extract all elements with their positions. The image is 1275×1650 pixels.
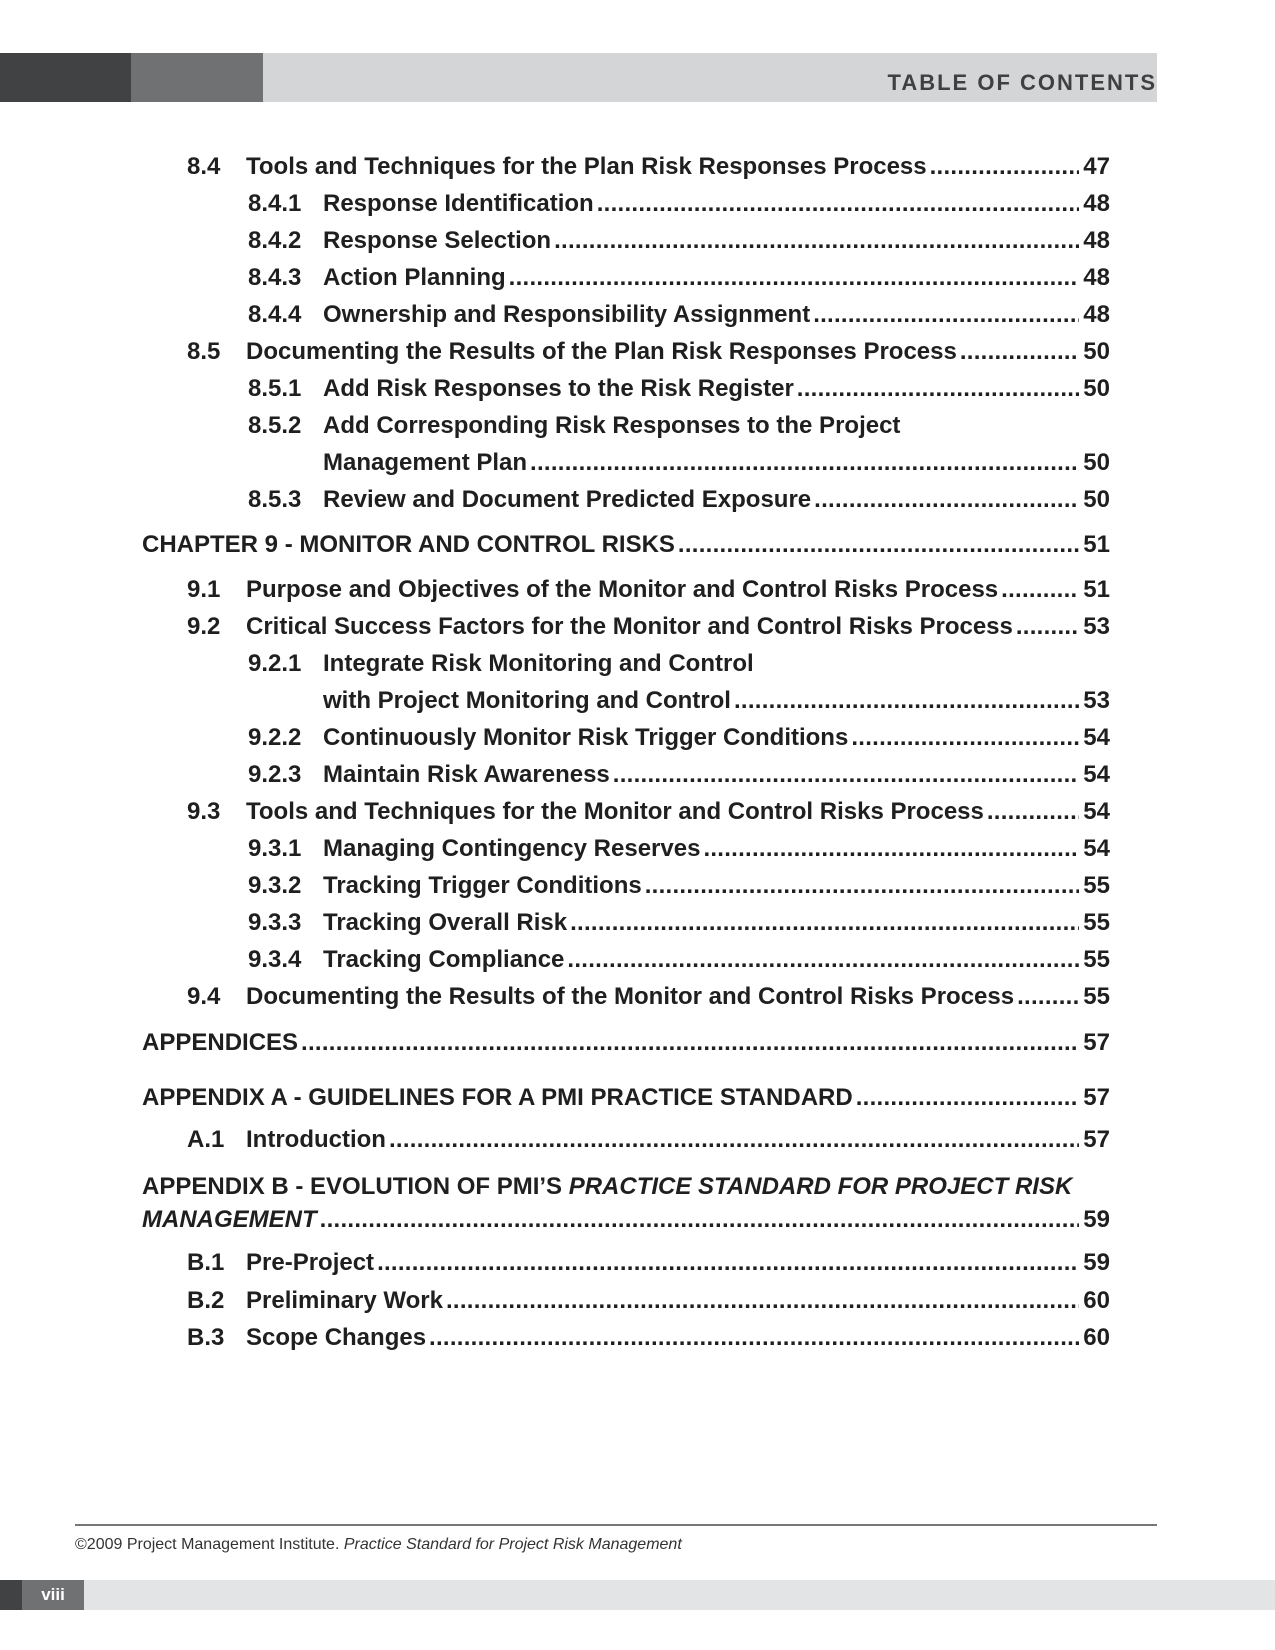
footer-copyright-text: ©2009 Project Management Institute. [75,1536,344,1553]
toc-leader-dots [613,760,1080,790]
toc-chapter-title: CHAPTER 9 - MONITOR AND CONTROL RISKS [142,531,675,558]
toc-leader-dots [678,530,1079,560]
toc-entry-number: 8.5 [187,338,221,365]
toc-entry[interactable] [0,834,1110,864]
toc-leader-dots [554,226,1079,256]
toc-entry-page: 48 [1083,301,1110,328]
toc-leader-dots [813,300,1079,330]
footer-dark-block [0,1580,22,1610]
toc-entry-title: Pre-Project [246,1249,375,1276]
toc-entry-page: 48 [1083,227,1110,254]
toc-entry-number: 9.3.3 [248,909,302,936]
toc-leader-dots [856,1083,1080,1113]
toc-entry[interactable] [0,1286,1110,1316]
toc-entry-page: 60 [1083,1324,1110,1351]
toc-entry-title: Review and Document Predicted Exposure [323,486,812,513]
toc-leader-dots [530,448,1079,478]
toc-entry[interactable] [0,982,1110,1012]
toc-entry-title-line1: Add Corresponding Risk Responses to the Project [323,412,901,439]
toc-chapter-title: APPENDICES [142,1029,299,1056]
running-header-title: TABLE OF CONTENTS [887,70,1157,95]
toc-entry-number: 9.2.2 [248,724,302,751]
toc-entry-number: 8.4.2 [248,227,302,254]
toc-entry-page: 54 [1083,724,1110,751]
toc-entry[interactable] [0,300,1110,330]
toc-entry-page: 55 [1083,872,1110,899]
toc-entry-title: Response Selection [323,227,552,254]
page-number: viii [22,1580,84,1610]
toc-chapter-title: MANAGEMENT [142,1206,317,1233]
toc-entry-number: 9.3.1 [248,835,302,862]
toc-chapter-entry[interactable] [0,530,1110,560]
toc-entry[interactable] [0,871,1110,901]
toc-entry-page: 51 [1083,531,1110,558]
toc-entry-page: 57 [1083,1084,1110,1111]
header-mid-block [131,53,263,102]
toc-leader-dots [429,1323,1079,1353]
toc-entry-title: Scope Changes [246,1324,427,1351]
toc-entry[interactable] [0,226,1110,256]
footer-rule [75,1524,1157,1526]
toc-leader-dots [814,485,1079,515]
toc-entry-title: Tracking Compliance [323,946,565,973]
header-dark-block [0,53,131,102]
toc-leader-dots [1001,575,1079,605]
toc-entry-number: 8.5.2 [248,412,302,439]
toc-entry-number: B.1 [187,1249,225,1276]
toc-entry-number: 9.1 [187,576,221,603]
toc-entry-number: 9.3.4 [248,946,302,973]
toc-entry-number: 9.3 [187,798,221,825]
toc-entry-page: 48 [1083,190,1110,217]
toc-entry-number: 9.2.1 [248,650,302,677]
toc-leader-dots [930,152,1080,182]
toc-entry-page: 55 [1083,909,1110,936]
toc-leader-dots [389,1125,1079,1155]
toc-entry[interactable] [0,1323,1110,1353]
toc-entry[interactable] [0,575,1110,605]
toc-entry-number: 8.5.3 [248,486,302,513]
toc-entry-number: 8.4 [187,153,221,180]
toc-entry[interactable] [0,760,1110,790]
toc-leader-dots [377,1248,1079,1278]
toc-leader-dots [320,1205,1080,1235]
toc-leader-dots [703,834,1079,864]
toc-entry-number: 8.4.3 [248,264,302,291]
toc-entry-title: Ownership and Responsibility Assignment [323,301,811,328]
toc-entry[interactable] [0,189,1110,219]
footer-book-title: Practice Standard for Project Risk Management [343,1536,682,1553]
toc-entry-page: 47 [1083,153,1110,180]
toc-entry[interactable] [0,797,1110,827]
toc-entry-number: 9.3.2 [248,872,302,899]
toc-entry-page: 50 [1083,375,1110,402]
toc-leader-dots [851,723,1079,753]
toc-entry[interactable] [0,612,1110,642]
toc-leader-dots [509,263,1080,293]
toc-entry-number: 8.4.4 [248,301,302,328]
toc-chapter-entry[interactable] [0,1083,1110,1113]
toc-entry-title: Add Risk Responses to the Risk Register [323,375,794,402]
toc-entry-page: 54 [1083,761,1110,788]
toc-leader-dots [446,1286,1079,1316]
toc-chapter-entry[interactable] [0,1028,1110,1058]
toc-entry-page: 51 [1083,576,1110,603]
toc-entry-number: B.3 [187,1324,225,1351]
toc-chapter-title: APPENDIX A - GUIDELINES FOR A PMI PRACTICE STANDARD [142,1084,853,1111]
toc-entry[interactable] [0,411,1110,478]
toc-entry[interactable] [0,263,1110,293]
toc-entry-page: 54 [1083,798,1110,825]
toc-leader-dots [301,1028,1079,1058]
toc-entry-title: Management Plan [323,449,528,476]
toc-entry-page: 54 [1083,835,1110,862]
toc-leader-dots [597,189,1080,219]
toc-entry[interactable] [0,649,1110,716]
toc-entry[interactable] [0,723,1110,753]
footer-band [0,1580,1275,1610]
toc-entry-page: 59 [1083,1249,1110,1276]
toc-entry[interactable] [0,1125,1110,1155]
toc-entry-title: Introduction [246,1126,386,1153]
toc-entry[interactable] [0,908,1110,938]
toc-entry-title: with Project Monitoring and Control [323,687,731,714]
toc-leader-dots [1017,982,1079,1012]
toc-entry[interactable] [0,152,1110,182]
toc-entry-title: Tools and Techniques for the Plan Risk Responses Process [246,153,927,180]
toc-entry-number: 9.2 [187,613,221,640]
toc-entry-page: 57 [1083,1126,1110,1153]
toc-entry-title: Tools and Techniques for the Monitor and Control Risks Process [246,798,984,825]
toc-entry-number: 9.4 [187,983,221,1010]
toc-entry-number: B.2 [187,1287,225,1314]
toc-entry-page: 53 [1083,687,1110,714]
toc-entry-page: 55 [1083,946,1110,973]
toc-entry-title: Action Planning [323,264,506,291]
toc-entry-title: Preliminary Work [246,1287,443,1314]
toc-entry-number: 8.5.1 [248,375,302,402]
footer-copyright [75,1536,682,1554]
toc-entry-title: Documenting the Results of the Plan Risk Responses Process [246,338,957,365]
toc-entry-title: Maintain Risk Awareness [323,761,610,788]
toc-leader-dots [645,871,1080,901]
toc-leader-dots [797,374,1080,404]
toc-leader-dots [567,945,1079,975]
toc-leader-dots [1016,612,1079,642]
toc-entry-title: Documenting the Results of the Monitor and Control Risks Process [246,983,1015,1010]
toc-entry[interactable] [0,945,1110,975]
toc-leader-dots [570,908,1079,938]
toc-entry-title: Managing Contingency Reserves [323,835,701,862]
toc-entry-page: 57 [1083,1029,1110,1056]
toc-chapter-title-line1: APPENDIX B - EVOLUTION OF PMI’S [142,1173,569,1200]
toc-entry-title: Continuously Monitor Risk Trigger Conditions [323,724,849,751]
toc-entry-number: A.1 [187,1126,225,1153]
toc-entry-title: Tracking Trigger Conditions [323,872,642,899]
toc-entry-title: Response Identification [323,190,594,217]
toc-entry-page: 50 [1083,338,1110,365]
toc-entry-number: 8.4.1 [248,190,302,217]
toc-leader-dots [734,686,1079,716]
toc-entry-page: 55 [1083,983,1110,1010]
toc-entry[interactable] [0,337,1110,367]
toc-entry-title: Tracking Overall Risk [323,909,568,936]
toc-entry-page: 50 [1083,449,1110,476]
toc-entry[interactable] [0,374,1110,404]
toc-entry-page: 59 [1083,1206,1110,1233]
toc-entry-page: 48 [1083,264,1110,291]
toc-leader-dots [987,797,1079,827]
toc-entry[interactable] [0,1248,1110,1278]
toc-entry[interactable] [0,485,1110,515]
toc-entry-title: Critical Success Factors for the Monitor and Control Risks Process [246,613,1013,640]
toc-chapter-title-line1-italic: PRACTICE STANDARD FOR PROJECT RISK [568,1173,1073,1200]
toc-entry-number: 9.2.3 [248,761,302,788]
toc-entry-page: 60 [1083,1287,1110,1314]
toc-entry-page: 53 [1083,613,1110,640]
toc-entry-title: Purpose and Objectives of the Monitor and Control Risks Process [246,576,999,603]
toc-entry-title-line1: Integrate Risk Monitoring and Control [323,650,754,677]
toc-chapter-entry[interactable] [0,1172,1110,1239]
toc-leader-dots [960,337,1079,367]
toc-entry-page: 50 [1083,486,1110,513]
